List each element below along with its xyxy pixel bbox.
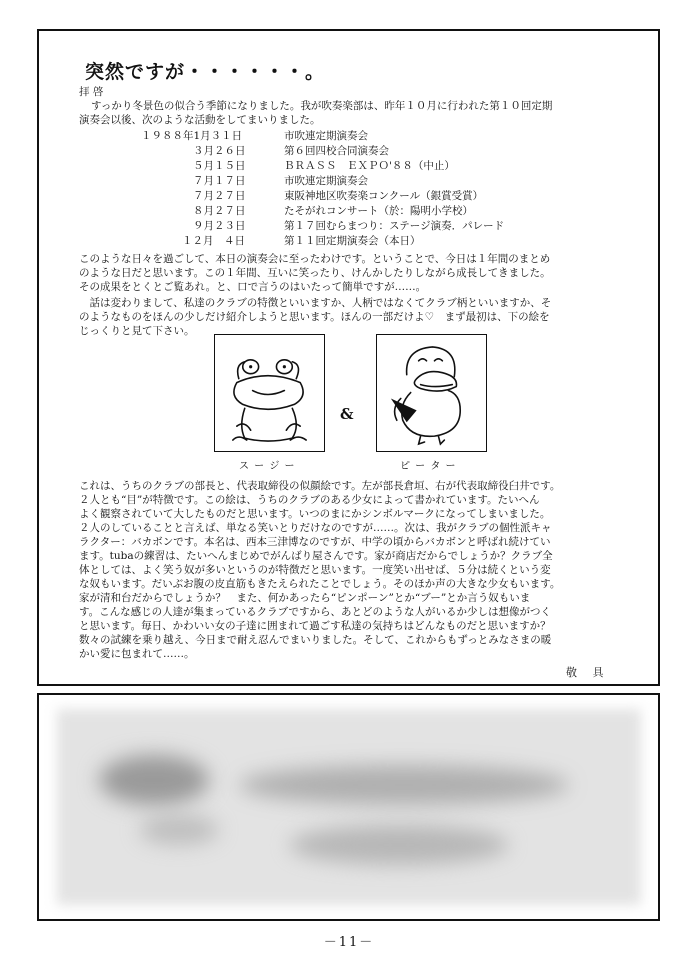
description-line: ラクター：バカボンです。本名は、西本三津博なのですが、中学の頃からバカボンと呼ばれ続けてい [79,536,551,548]
blur-blob [99,755,209,805]
description-line: 体としては、よく笑う奴が多いというのが特徴だと思います。一度笑い出せば、５分は続くという変 [79,564,551,576]
description-line: ２人とも“目”が特徴です。この絵は、うちのクラブのある少女によって書かれています。たいへん [79,494,540,506]
blur-blob [239,765,569,805]
blur-blob [289,825,509,865]
figure-suzy [214,334,325,452]
blur-blob [139,815,219,845]
schedule-event: 第１７回むらまつり：ステージ演奏．パレード [284,220,505,232]
ampersand: & [340,405,354,423]
intro-line: すっかり冬景色の似合う季節になりました。我が吹奏楽部は、昨年１０月に行われた第１０回定期 [91,100,553,112]
schedule-date: １２月 ４日 [182,235,245,247]
article-title: 突然ですが・・・・・・。 [85,61,326,83]
description-line: と思います。毎日、かわいい女の子達に囲まれて過ごす私達の気持ちはどんなものだと思いますか？ [79,620,551,632]
description-line: よく観察されていて大したものだと思います。いつのまにかシンボルマークになってしまいました。 [79,508,551,520]
schedule-event: たそがれコンサート（於：陽明小学校） [284,205,473,217]
frog-illustration [215,335,324,451]
body-line: のようなものをほんの少しだけ紹介しようと思います。ほんの一部だけよ♡ まず最初は、下の絵を [79,311,550,323]
schedule-event: 第１１回定期演奏会（本日） [284,235,421,247]
article-frame [37,29,660,686]
schedule-date: ９月２３日 [193,220,246,232]
schedule-date: ５月１５日 [193,160,246,172]
description-line: これは、うちのクラブの部長と、代表取締役の似顔絵です。左が部長倉垣、右が代表取締役臼井です。 [79,480,561,492]
body-line: じっくりと見て下さい。 [79,325,195,337]
page-number: －11－ [323,935,375,950]
description-line: な奴もいます。だいぶお腹の皮直筋もきたえられたことでしょう。そのほか声の大きな少女もいます。 [79,578,561,590]
blurred-panel [37,693,660,921]
schedule-date: ８月２７日 [193,205,246,217]
figure-peter [376,334,487,452]
figure-caption-peter: ピ ー タ ー [400,461,457,472]
schedule-event: 第６回四校合同演奏会 [284,145,389,157]
schedule-event: ＢＲＡＳＳ ＥＸＰＯ'８８（中止） [284,160,455,172]
description-line: 家が清和台だからでしょうか？ また、何かあったら“ピンポーン”とか“ブー”とか言う奴もいま [79,592,531,604]
duck-illustration [377,335,486,451]
body-line: のような日だと思います。この１年間、互いに笑ったり、けんかしたりしながら成長してきました。 [79,267,551,279]
description-line: かい愛に包まれて……。 [79,648,195,660]
schedule-event: 市吹連定期演奏会 [284,130,368,142]
intro-line: 演奏会以後、次のような活動をしてまいりました。 [79,114,321,126]
body-line: このような日々を過ごして、本日の演奏会に至ったわけです。ということで、今日は１年間のまとめ [79,253,551,265]
description-line: 数々の試練を乗り越え、今日まで耐え忍んでまいりました。そして、これからもずっとみなさまの暖 [79,634,552,646]
closing-remark: 敬 具 [566,666,610,679]
blurred-content [57,709,641,905]
schedule-date: １９８８年1月３１日 [141,130,243,142]
description-line: す。こんな感じの人達が集まっているクラブですから、あとどのような人がいるか少しは想像がつく [79,606,551,618]
schedule-event: 東阪神地区吹奏楽コンクール（銀賞受賞） [284,190,484,202]
description-line: ます。tubaの練習は、たいへんまじめでがんばり屋さんです。家が商店だからでしょうか？クラブ全 [79,550,553,562]
schedule-date: ７月１７日 [193,175,246,187]
body-line: その成果をとくとご覧あれ。と、口で言うのはいたって簡単ですが……。 [79,281,427,293]
schedule-event: 市吹連定期演奏会 [284,175,368,187]
schedule-date: ３月２６日 [193,145,246,157]
salutation: 拝 啓 [79,86,104,98]
schedule-date: ７月２７日 [193,190,246,202]
body-line: 話は変わりまして、私達のクラブの特徴といいますか、人柄ではなくてクラブ柄といいますか、そ [79,297,552,309]
description-line: ２人のしていることと言えば、単なる笑いとりだけなのですが……。次は、我がクラブの個性派キャ [79,522,552,534]
figure-caption-suzy: ス ー ジ ー [239,461,296,472]
